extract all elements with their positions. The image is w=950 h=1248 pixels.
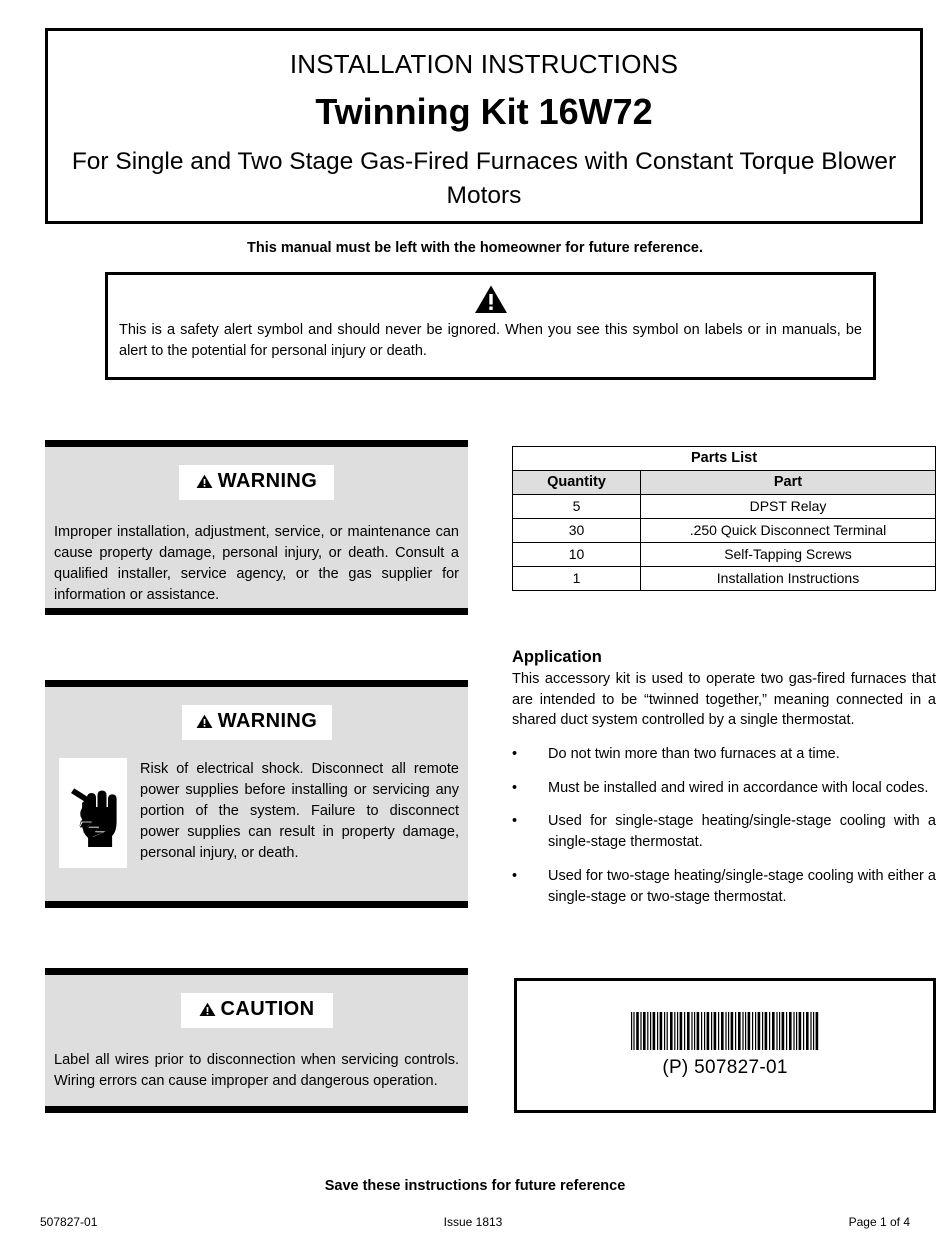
- column-header-quantity: Quantity: [513, 471, 641, 495]
- caution-banner-label: CAUTION: [220, 998, 315, 1020]
- barcode-label: (P) 507827-01: [662, 1057, 788, 1078]
- list-item: [512, 866, 936, 907]
- cell-quantity: 1: [513, 567, 641, 591]
- safety-alert-symbol-container: [108, 284, 873, 318]
- document-title-box: [45, 28, 923, 224]
- application-heading: Application: [512, 648, 602, 666]
- barcode-box: [514, 978, 936, 1113]
- page-title: Twinning Kit 16W72: [315, 91, 653, 133]
- parts-list-table: [512, 446, 936, 591]
- cell-part: DPST Relay: [641, 495, 936, 519]
- caution-box-label-wires: [45, 968, 468, 1113]
- table-title-row: [513, 447, 936, 471]
- cell-quantity: 5: [513, 495, 641, 519]
- electrical-shock-text: Risk of electrical shock. Disconnect all remote power supplies before installing or servicing any portion of the system. Failure to disconnect power supplies can result in property damage, personal injury, or death.: [140, 761, 459, 861]
- table-header-row: [513, 471, 936, 495]
- footer-issue: Issue 1813: [443, 1215, 503, 1229]
- table-row: [513, 543, 936, 567]
- document-type-label: INSTALLATION INSTRUCTIONS: [289, 49, 679, 79]
- list-item: [512, 811, 936, 852]
- list-item-text: Do not twin more than two furnaces at a time.: [548, 746, 840, 762]
- column-header-part: Part: [641, 471, 936, 495]
- list-item: [512, 744, 936, 765]
- warning-box-improper-installation: [45, 440, 468, 615]
- safety-alert-triangle-icon: [474, 284, 508, 315]
- bullet-point-icon: •: [512, 867, 518, 884]
- list-item-text: Used for two-stage heating/single-stage cooling with either a single-stage or two-stage thermostat.: [548, 867, 936, 905]
- application-intro-text: This accessory kit is used to operate two gas-fired furnaces that are intended to be “twinned together,” meaning connected in a shared duct system controlled by a single thermostat.: [512, 670, 936, 729]
- bullet-point-icon: •: [512, 746, 518, 762]
- electrical-shock-icon-frame: [59, 758, 127, 868]
- electrical-shock-hand-icon: [67, 774, 119, 852]
- bullet-point-icon: •: [512, 813, 518, 830]
- warning-banner: [179, 465, 334, 500]
- homeowner-notice: This manual must be left with the homeowner for future reference.: [246, 240, 703, 256]
- cell-quantity: 30: [513, 519, 641, 543]
- safety-alert-box: [105, 272, 876, 380]
- save-instructions-note: Save these instructions for future reference: [324, 1178, 626, 1194]
- list-item: [512, 778, 936, 799]
- table-row: [513, 519, 936, 543]
- cell-part: Self-Tapping Screws: [641, 543, 936, 567]
- barcode-icon: [631, 1012, 819, 1050]
- application-section: [512, 648, 936, 907]
- warning-box-electrical-shock: [45, 680, 468, 908]
- warning-banner-label: WARNING: [217, 710, 318, 732]
- caution-banner: [181, 993, 333, 1028]
- footer-part-number: 507827-01: [40, 1215, 98, 1229]
- electrical-shock-row: [45, 758, 468, 868]
- bullet-point-icon: •: [512, 779, 518, 796]
- cell-quantity: 10: [513, 543, 641, 567]
- list-item-text: Used for single-stage heating/single-stage cooling with a single-stage thermostat.: [548, 813, 936, 851]
- warning-body-text: Improper installation, adjustment, service, or maintenance can cause property damage, personal injury, or death. Consult a qualified installer, service agency, or the gas supplier for information or assistance.: [54, 524, 459, 603]
- cell-part: Installation Instructions: [641, 567, 936, 591]
- safety-alert-text: This is a safety alert symbol and should never be ignored. When you see this symbol on labels or in manuals, be alert to the potential for personal injury or death.: [119, 322, 862, 359]
- footer-page-number: Page 1 of 4: [848, 1215, 910, 1229]
- warning-banner-label: WARNING: [217, 470, 318, 492]
- warning-triangle-icon: [196, 712, 213, 734]
- table-row: [513, 495, 936, 519]
- warning-banner: [182, 705, 332, 740]
- caution-triangle-icon: [199, 1000, 216, 1022]
- document-subtitle: For Single and Two Stage Gas-Fired Furnaces with Constant Torque Blower Motors: [71, 147, 897, 210]
- parts-list-title: Parts List: [513, 447, 936, 471]
- footer: [40, 1215, 910, 1229]
- list-item-text: Must be installed and wired in accordance with local codes.: [548, 779, 929, 796]
- cell-part: .250 Quick Disconnect Terminal: [641, 519, 936, 543]
- table-row: [513, 567, 936, 591]
- warning-triangle-icon: [196, 472, 213, 494]
- caution-body-text: Label all wires prior to disconnection when servicing controls. Wiring errors can cause improper and dangerous operation.: [54, 1052, 459, 1089]
